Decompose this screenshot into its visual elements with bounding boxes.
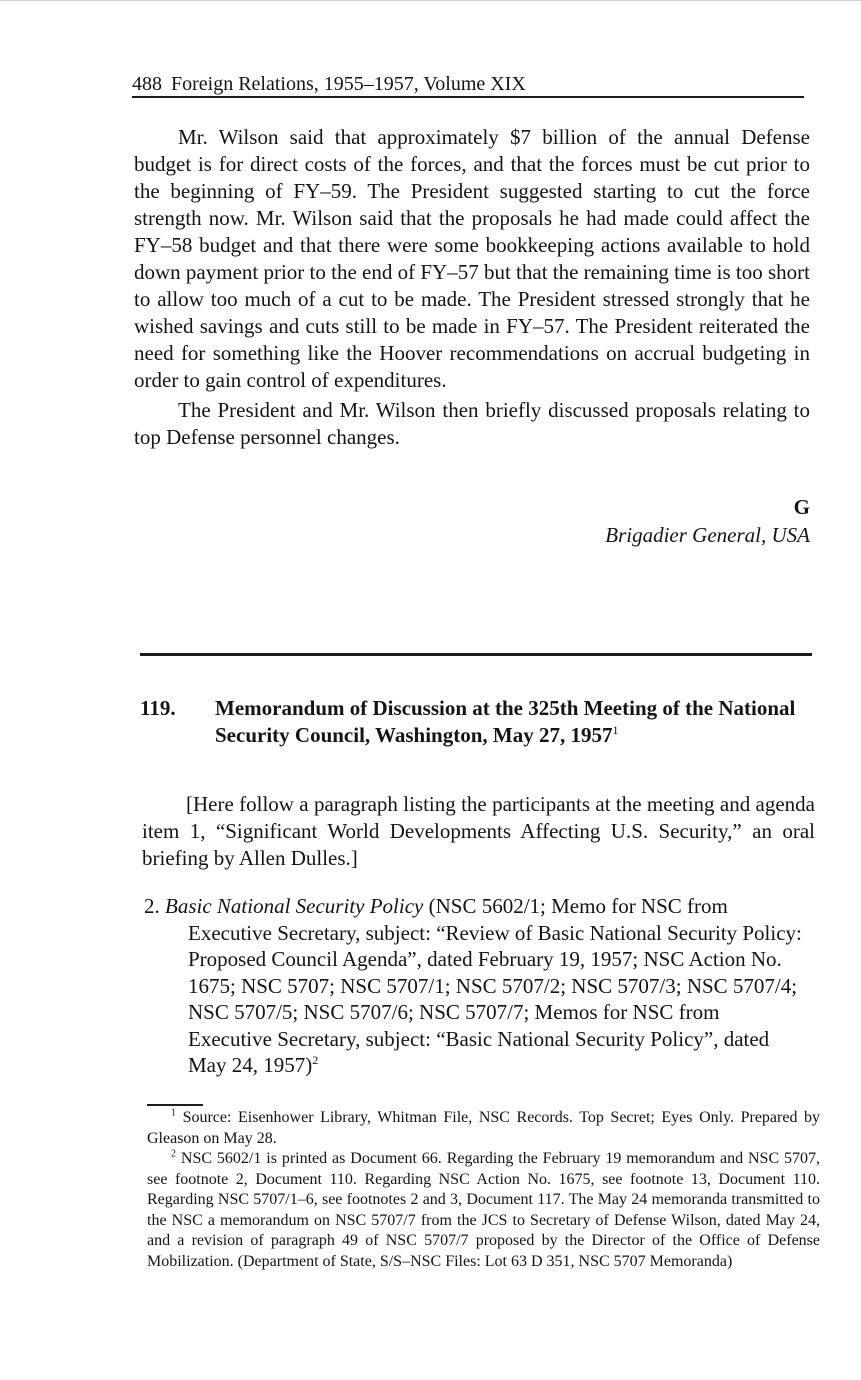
- signature-title: Brigadier General, USA: [605, 523, 810, 547]
- signature-initial: G: [793, 495, 810, 519]
- footnote-marker: 2: [171, 1148, 176, 1160]
- section-rule: [140, 653, 812, 656]
- document-title: [215, 695, 815, 749]
- footnote: [147, 1149, 820, 1272]
- footnotes: [147, 1108, 820, 1272]
- running-title: Foreign Relations, 1955–1957, Volume XIX: [171, 73, 526, 95]
- header-rule: [132, 96, 804, 98]
- agenda-item-subject: Basic National Security Policy: [165, 894, 424, 918]
- page-number: 488: [132, 73, 162, 95]
- page-top-edge: [0, 0, 861, 1]
- footnote-rule: [147, 1104, 203, 1106]
- editor-note: [142, 791, 815, 872]
- document-title-text: Memorandum of Discussion at the 325th Meeting of the National Security Council, Washington, May 27, 1957: [215, 696, 796, 747]
- body-paragraph: The President and Mr. Wilson then briefly discussed proposals relating to top Defense personnel changes.: [134, 398, 810, 449]
- editor-note-text: [Here follow a paragraph listing the participants at the meeting and agenda item 1, “Significant World Developments Affecting U.S. Security,” an oral briefing by Allen Dulles.]: [142, 792, 815, 870]
- body-paragraph: Mr. Wilson said that approximately $7 billion of the annual Defense budget is for direct costs of the forces, and that the forces must be cut prior to the beginning of FY–59. The President suggested starting to cut the force strength now. Mr. Wilson said that the proposals he had made could affect the FY–58 budget and that there were some bookkeeping actions available to hold down payment prior to the end of FY–57 but that the remaining time is too short to allow too much of a cut to be made. The President stressed strongly that he wished savings and cuts still to be made in FY–57. The President reiterated the need for something like the Hoover recommendations on accrual budgeting in order to gain control of expenditures.: [134, 125, 810, 392]
- agenda-item-number: 2.: [144, 894, 160, 918]
- agenda-item-detail: (NSC 5602/1; Memo for NSC from Executive Secretary, subject: “Review of Basic National Security Policy: Proposed Council Agenda”, dated February 19, 1957; NSC Action No. 1675; NSC 5707; NSC 5707/1; NSC 5707/2; NSC 5707/3; NSC 5707/4; NSC 5707/5; NSC 5707/6; NSC 5707/7; Memos for NSC from Executive Secretary, subject: “Basic National Security Policy”, dated May 24, 1957): [188, 894, 802, 1077]
- footnote-ref: 2: [312, 1053, 319, 1067]
- agenda-item: [144, 893, 804, 1079]
- footnote-marker: 1: [171, 1107, 176, 1119]
- footnote: [147, 1108, 820, 1149]
- footnote-text: Source: Eisenhower Library, Whitman File, NSC Records. Top Secret; Eyes Only. Prepared by Gleason on May 28.: [147, 1109, 821, 1147]
- running-header: [132, 72, 804, 96]
- document-number: 119.: [140, 696, 176, 720]
- footnote-ref: 1: [612, 723, 619, 737]
- body-text: [134, 124, 810, 451]
- footnote-text: NSC 5602/1 is printed as Document 66. Regarding the February 19 memorandum and NSC 5707, see footnote 2, Document 110. Regarding NSC Action No. 1675, see footnote 13, Document 110. Regarding NSC 5707/1–6, see footnotes 2 and 3, Document 117. The May 24 memoranda transmitted to the NSC a memorandum on NSC 5707/7 from the JCS to Secretary of Defense Wilson, dated May 24, and a revision of paragraph 49 of NSC 5707/7 proposed by the Director of the Office of Defense Mobilization. (Department of State, S/S–NSC Files: Lot 63 D 351, NSC 5707 Memoranda): [147, 1150, 821, 1270]
